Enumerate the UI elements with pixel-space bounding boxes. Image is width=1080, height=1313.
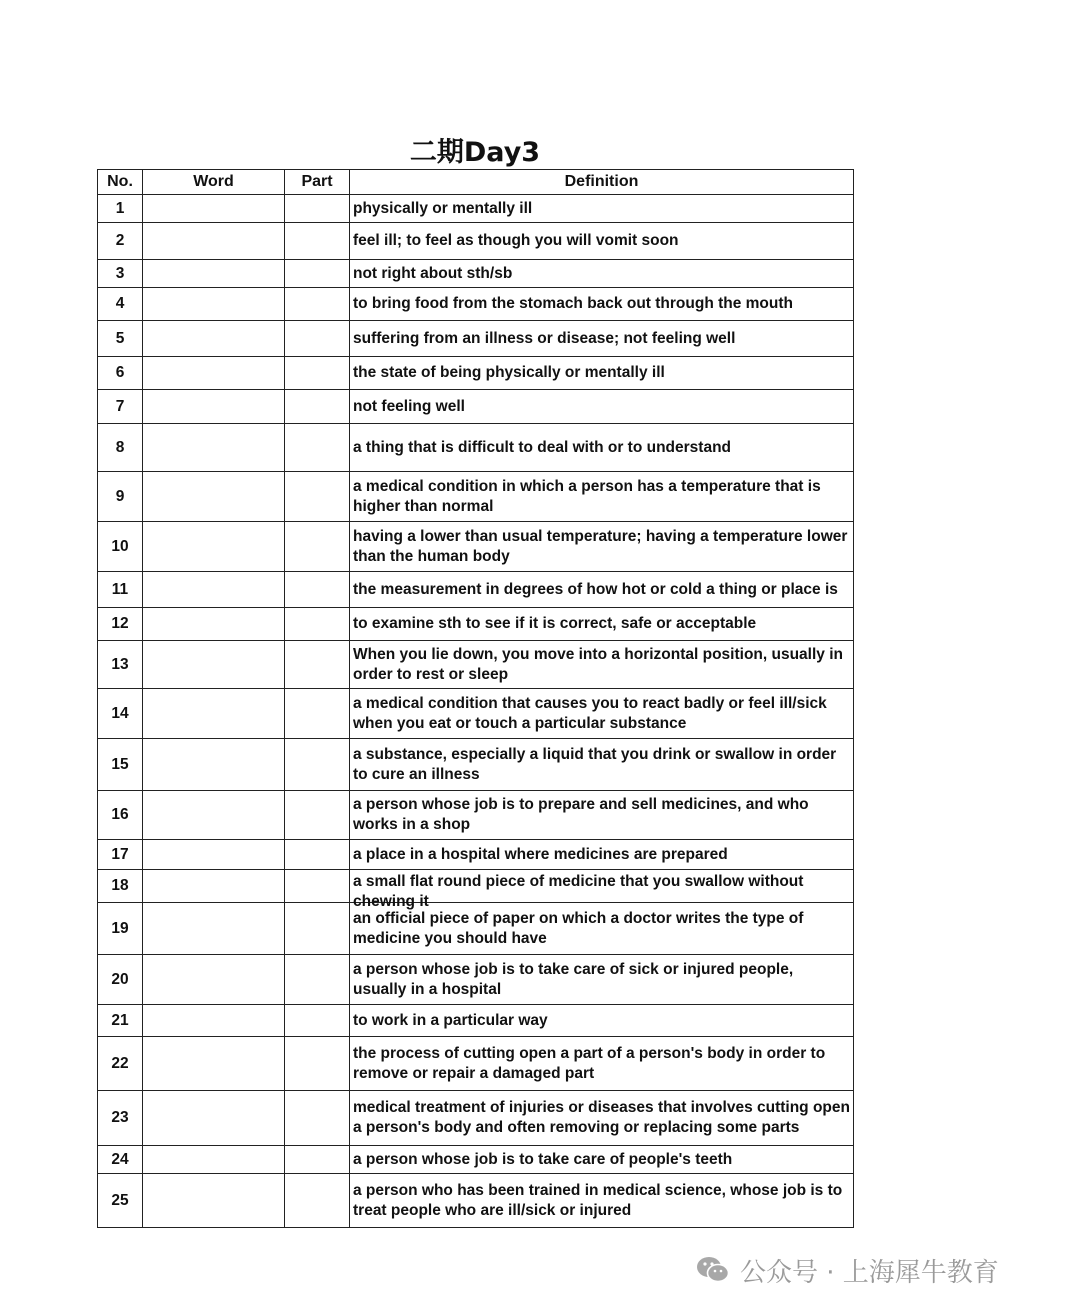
part-cell[interactable] [285, 870, 350, 903]
row-number: 21 [98, 1005, 143, 1037]
row-number: 5 [98, 321, 143, 357]
word-cell[interactable] [143, 572, 285, 608]
word-cell[interactable] [143, 522, 285, 572]
definition-cell [350, 288, 854, 321]
definition-text: an official piece of paper on which a doctor writes the type of medicine you should have [353, 909, 804, 947]
definition-text: When you lie down, you move into a horizontal position, usually in order to rest or sleep [353, 645, 843, 683]
definition-cell [350, 223, 854, 260]
definition-cell [350, 840, 854, 870]
word-cell[interactable] [143, 288, 285, 321]
definition-text: a thing that is difficult to deal with or to understand [353, 438, 732, 456]
part-cell[interactable] [285, 223, 350, 260]
row-number: 22 [98, 1037, 143, 1091]
word-cell[interactable] [143, 195, 285, 223]
table-row [98, 357, 854, 390]
word-cell[interactable] [143, 1005, 285, 1037]
definition-text: a person whose job is to prepare and sell medicines, and who works in a shop [353, 796, 809, 833]
part-cell[interactable] [285, 424, 350, 472]
table-row [98, 840, 854, 870]
row-number: 1 [98, 195, 143, 223]
part-cell[interactable] [285, 321, 350, 357]
definition-cell [350, 572, 854, 608]
word-cell[interactable] [143, 608, 285, 641]
table-row [98, 288, 854, 321]
part-cell[interactable] [285, 522, 350, 572]
word-cell[interactable] [143, 791, 285, 840]
part-cell[interactable] [285, 1005, 350, 1037]
part-cell[interactable] [285, 390, 350, 424]
part-cell[interactable] [285, 195, 350, 223]
row-number: 12 [98, 608, 143, 641]
table-row [98, 955, 854, 1005]
row-number: 11 [98, 572, 143, 608]
row-number: 8 [98, 424, 143, 472]
definition-text: suffering from an illness or disease; not feeling well [353, 329, 736, 347]
row-number: 13 [98, 641, 143, 689]
page-title: 二期Day3 [409, 137, 541, 168]
definition-text: not right about sth/sb [353, 264, 513, 282]
table-body [98, 195, 854, 1228]
definition-cell [350, 321, 854, 357]
definition-cell [350, 1037, 854, 1091]
header-word: Word [143, 170, 285, 195]
word-cell[interactable] [143, 903, 285, 955]
word-cell[interactable] [143, 223, 285, 260]
part-cell[interactable] [285, 608, 350, 641]
part-cell[interactable] [285, 840, 350, 870]
definition-text: having a lower than usual temperature; having a temperature lower than the human body [353, 527, 848, 565]
definition-cell [350, 870, 854, 910]
definition-cell [350, 357, 854, 390]
word-cell[interactable] [143, 955, 285, 1005]
row-number: 17 [98, 840, 143, 870]
part-cell[interactable] [285, 955, 350, 1005]
definition-cell [350, 424, 854, 472]
part-cell[interactable] [285, 1037, 350, 1091]
definition-cell [350, 955, 854, 1005]
row-number: 14 [98, 689, 143, 739]
definition-text: medical treatment of injuries or diseases that involves cutting open a person's body and often removing or replacing some parts [353, 1099, 850, 1136]
definition-text: a small flat round piece of medicine that you swallow without chewing it [353, 872, 804, 910]
row-number: 19 [98, 903, 143, 955]
definition-text: the process of cutting open a part of a person's body in order to remove or repair a damaged part [353, 1044, 826, 1082]
definition-cell [350, 791, 854, 840]
definition-cell [350, 195, 854, 223]
table-row [98, 689, 854, 739]
word-cell[interactable] [143, 641, 285, 689]
table-row [98, 424, 854, 472]
word-cell[interactable] [143, 1037, 285, 1091]
definition-text: a medical condition in which a person has a temperature that is higher than normal [353, 477, 821, 515]
definition-text: the measurement in degrees of how hot or cold a thing or place is [353, 580, 838, 598]
word-cell[interactable] [143, 1174, 285, 1228]
table-row [98, 903, 854, 955]
word-cell[interactable] [143, 424, 285, 472]
row-number: 24 [98, 1146, 143, 1174]
part-cell[interactable] [285, 357, 350, 390]
table-row [98, 390, 854, 424]
part-cell[interactable] [285, 572, 350, 608]
header-definition: Definition [350, 170, 854, 195]
part-cell[interactable] [285, 260, 350, 288]
part-cell[interactable] [285, 689, 350, 739]
part-cell[interactable] [285, 288, 350, 321]
watermark-text: 公众号 · 上海犀牛教育 [740, 1257, 999, 1288]
table-row [98, 195, 854, 223]
definition-text: feel ill; to feel as though you will vomit soon [353, 232, 679, 249]
table-row [98, 522, 854, 572]
definition-cell [350, 260, 854, 288]
word-cell[interactable] [143, 390, 285, 424]
table-row [98, 1146, 854, 1174]
definition-text: a substance, especially a liquid that you drink or swallow in order to cure an illness [353, 745, 837, 783]
table-row [98, 739, 854, 791]
definition-text: a person who has been trained in medical science, whose job is to treat people who are ill/sick or injured [353, 1181, 843, 1219]
definition-cell [350, 903, 854, 955]
definition-text: to work in a particular way [353, 1011, 548, 1029]
table-row [98, 608, 854, 641]
part-cell[interactable] [285, 739, 350, 791]
part-cell[interactable] [285, 903, 350, 955]
definition-text: not feeling well [353, 397, 465, 415]
word-cell[interactable] [143, 1091, 285, 1146]
word-cell[interactable] [143, 472, 285, 522]
row-number: 18 [98, 870, 143, 903]
definition-cell [350, 1146, 854, 1174]
row-number: 16 [98, 791, 143, 840]
definition-cell [350, 739, 854, 791]
row-number: 23 [98, 1091, 143, 1146]
definition-cell [350, 472, 854, 522]
row-number: 10 [98, 522, 143, 572]
definition-text: the state of being physically or mentally ill [353, 364, 665, 381]
definition-text: to bring food from the stomach back out through the mouth [353, 295, 793, 312]
header-part: Part [285, 170, 350, 195]
table-row [98, 1037, 854, 1091]
definition-cell [350, 1174, 854, 1228]
definition-text: a person whose job is to take care of people's teeth [353, 1150, 733, 1168]
vocabulary-table [97, 169, 854, 1228]
definition-text: physically or mentally ill [353, 199, 533, 217]
row-number: 20 [98, 955, 143, 1005]
row-number: 15 [98, 739, 143, 791]
part-cell[interactable] [285, 472, 350, 522]
word-cell[interactable] [143, 321, 285, 357]
definition-text: a person whose job is to take care of sick or injured people, usually in a hospital [353, 960, 794, 998]
definition-text: a place in a hospital where medicines are prepared [353, 845, 728, 863]
row-number: 3 [98, 260, 143, 288]
table-row [98, 472, 854, 522]
row-number: 9 [98, 472, 143, 522]
part-cell[interactable] [285, 1174, 350, 1228]
word-cell[interactable] [143, 1146, 285, 1174]
definition-cell [350, 641, 854, 689]
table-row [98, 260, 854, 288]
definition-cell [350, 390, 854, 424]
definition-cell [350, 689, 854, 739]
definition-cell [350, 608, 854, 641]
row-number: 2 [98, 223, 143, 260]
table-row [98, 223, 854, 260]
word-cell[interactable] [143, 357, 285, 390]
row-number: 4 [98, 288, 143, 321]
header-no: No. [98, 170, 143, 195]
definition-cell [350, 1091, 854, 1146]
row-number: 6 [98, 357, 143, 390]
word-cell[interactable] [143, 840, 285, 870]
table-row [98, 572, 854, 608]
part-cell[interactable] [285, 791, 350, 840]
definition-text: to examine sth to see if it is correct, safe or acceptable [353, 615, 757, 632]
definition-cell [350, 1005, 854, 1037]
table-row [98, 1091, 854, 1146]
part-cell[interactable] [285, 1091, 350, 1146]
word-cell[interactable] [143, 739, 285, 791]
word-cell[interactable] [143, 689, 285, 739]
table-row [98, 641, 854, 689]
wechat-icon [696, 1255, 730, 1285]
table-header-row [98, 170, 854, 195]
word-cell[interactable] [143, 870, 285, 903]
table-row [98, 321, 854, 357]
definition-cell [350, 522, 854, 572]
watermark [696, 1250, 999, 1290]
table-row [98, 1005, 854, 1037]
row-number: 7 [98, 390, 143, 424]
row-number: 25 [98, 1174, 143, 1228]
table-row [98, 870, 854, 903]
table-row [98, 1174, 854, 1228]
definition-text: a medical condition that causes you to react badly or feel ill/sick when you eat or touch a particular substance [353, 694, 827, 732]
part-cell[interactable] [285, 641, 350, 689]
part-cell[interactable] [285, 1146, 350, 1174]
table-row [98, 791, 854, 840]
word-cell[interactable] [143, 260, 285, 288]
